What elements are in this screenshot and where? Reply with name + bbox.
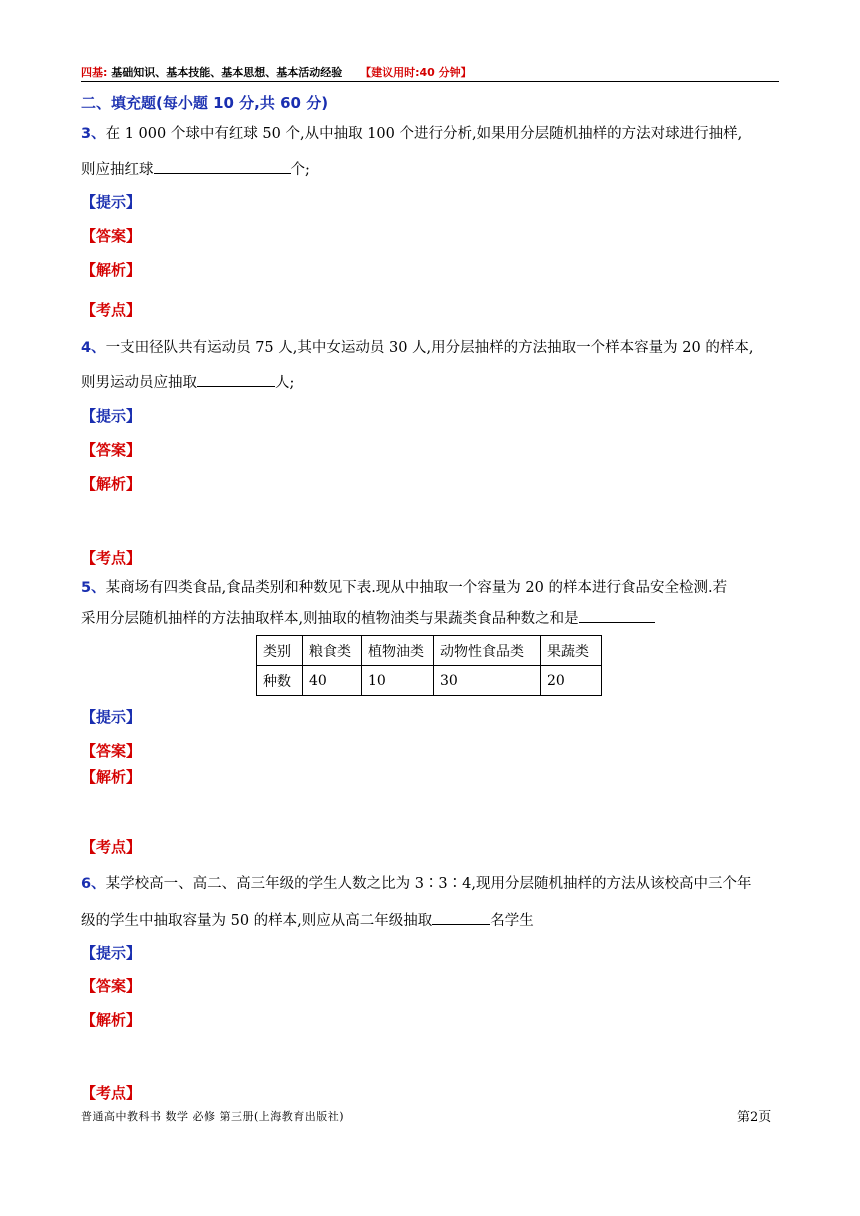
table-header-row [257, 636, 602, 666]
question-3-answer-label: 【答案】 [81, 227, 142, 245]
question-5-number: 5、 [81, 580, 106, 596]
table-cell: 种数 [257, 666, 303, 696]
question-3-text-3: 个; [290, 162, 310, 178]
table-cell: 40 [303, 666, 362, 696]
question-3-number: 3、 [81, 126, 106, 142]
question-4-line-2 [81, 372, 294, 393]
table-cell: 20 [541, 666, 602, 696]
food-category-table [256, 635, 602, 696]
question-6-hint-label: 【提示】 [81, 944, 142, 962]
question-4-text-3: 人; [275, 375, 295, 391]
question-6-analysis-label: 【解析】 [81, 1011, 142, 1029]
header-tag: 四基: [81, 66, 108, 79]
question-4-analysis-label: 【解析】 [81, 475, 142, 493]
table-cell: 10 [362, 666, 434, 696]
table-cell: 30 [434, 666, 541, 696]
question-6-line-2 [81, 910, 534, 931]
question-5-answer-label: 【答案】 [81, 742, 142, 760]
question-4-text-2: 则男运动员应抽取 [81, 375, 197, 391]
header-rule [81, 81, 779, 82]
question-5-text-2: 采用分层随机抽样的方法抽取样本,则抽取的植物油类与果蔬类食品种数之和是 [81, 611, 579, 627]
question-4-number: 4、 [81, 340, 106, 356]
table-header-cell: 粮食类 [303, 636, 362, 666]
header-topics: 基础知识、基本技能、基本思想、基本活动经验 [111, 66, 343, 79]
question-5-hint-label: 【提示】 [81, 708, 142, 726]
question-4-line-1 [81, 338, 753, 358]
question-6-text-2: 级的学生中抽取容量为 50 的样本,则应从高二年级抽取 [81, 913, 433, 929]
table-header-cell: 动物性食品类 [434, 636, 541, 666]
question-6-answer-label: 【答案】 [81, 977, 142, 995]
question-5-text: 某商场有四类食品,食品类别和种数见下表.现从中抽取一个容量为 20 的样本进行食品安全检测.若 [105, 580, 728, 596]
table-header-cell: 类别 [257, 636, 303, 666]
question-3-text: 在 1 000 个球中有红球 50 个,从中抽取 100 个进行分析,如果用分层随机抽样的方法对球进行抽样, [105, 126, 743, 142]
table-row [257, 666, 602, 696]
question-4-point-label: 【考点】 [81, 549, 142, 567]
section-title: 二、填充题(每小题 10 分,共 60 分) [81, 94, 329, 112]
question-5-line-2 [81, 608, 655, 629]
question-5-analysis-label: 【解析】 [81, 768, 142, 786]
question-4-answer-blank[interactable] [197, 372, 275, 387]
question-6-point-label: 【考点】 [81, 1084, 142, 1102]
question-4-hint-label: 【提示】 [81, 407, 142, 425]
question-3-line-2 [81, 159, 310, 180]
question-6-line-1 [81, 874, 751, 894]
question-3-point-label: 【考点】 [81, 301, 142, 319]
question-3-line-1 [81, 124, 742, 144]
table-header-cell: 植物油类 [362, 636, 434, 666]
question-4-answer-label: 【答案】 [81, 441, 142, 459]
question-3-hint-label: 【提示】 [81, 193, 142, 211]
question-5-point-label: 【考点】 [81, 838, 142, 856]
question-3-analysis-label: 【解析】 [81, 261, 142, 279]
question-6-number: 6、 [81, 876, 106, 892]
question-6-text-3: 名学生 [490, 913, 534, 929]
footer-book-title: 普通高中教科书 数学 必修 第三册(上海教育出版社) [81, 1110, 345, 1123]
question-5-answer-blank[interactable] [579, 608, 655, 623]
question-3-answer-blank[interactable] [154, 159, 291, 174]
question-6-answer-blank[interactable] [432, 910, 490, 925]
table-header-cell: 果蔬类 [541, 636, 602, 666]
question-5-line-1 [81, 578, 727, 598]
question-3-text-2: 则应抽红球 [81, 162, 154, 178]
header-suggested-time: 【建议用时:40 分钟】 [360, 66, 472, 79]
question-6-text: 某学校高一、高二、高三年级的学生人数之比为 3∶3∶4,现用分层随机抽样的方法从该校高中三个年 [105, 876, 752, 892]
question-4-text: 一支田径队共有运动员 75 人,其中女运动员 30 人,用分层抽样的方法抽取一个样本容量为 20 的样本, [105, 340, 754, 356]
footer-page-number: 第2页 [737, 1110, 772, 1125]
page-header [81, 64, 779, 80]
